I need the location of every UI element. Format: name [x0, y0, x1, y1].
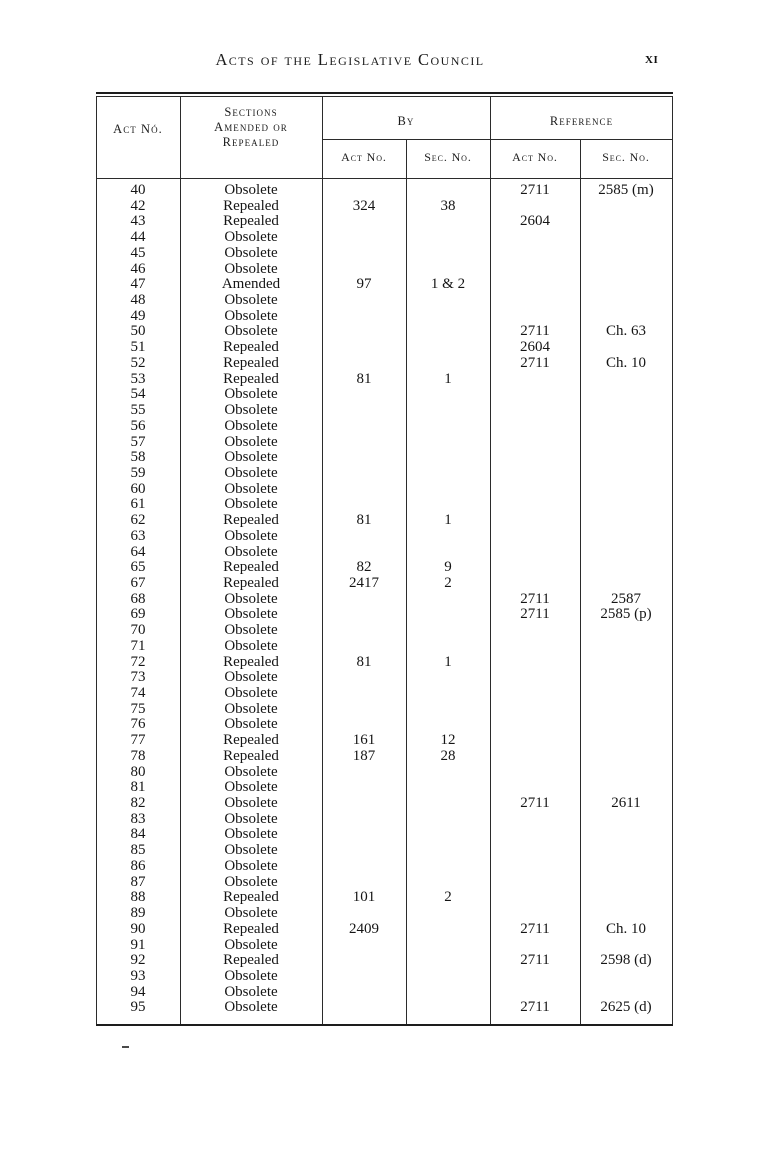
cell-act-no: 89	[130, 905, 146, 922]
cell-by-sec-no: 1	[444, 370, 452, 387]
cell-act-no: 74	[130, 685, 146, 701]
cell-ref-act-no: 2711	[520, 795, 550, 812]
table-top-rule-inner	[96, 96, 673, 97]
cell-act-no: 81	[130, 779, 146, 796]
cell-sections: Obsolete	[224, 433, 278, 450]
table-row	[96, 372, 673, 388]
cell-act-no: 62	[130, 512, 146, 529]
cell-sections: Obsolete	[224, 983, 278, 1000]
table-row	[96, 435, 673, 451]
table-row	[96, 466, 673, 482]
cell-by-act-no: 81	[356, 370, 372, 387]
cell-sections: Repealed	[223, 197, 279, 214]
cell-sections: Obsolete	[224, 244, 278, 261]
cell-sections: Repealed	[223, 559, 279, 576]
cell-sections: Repealed	[223, 653, 279, 670]
cell-sections: Repealed	[223, 354, 279, 371]
cell-act-no: 69	[130, 606, 146, 623]
column-header-sections-line2: Amended or	[214, 120, 288, 134]
table-row	[96, 843, 673, 859]
cell-sections: Repealed	[223, 747, 279, 764]
table-row	[96, 497, 673, 513]
cell-by-sec-no: 2	[444, 889, 452, 906]
cell-act-no: 64	[130, 543, 146, 560]
table-row	[96, 560, 673, 576]
cell-act-no: 87	[130, 873, 146, 890]
cell-act-no: 72	[130, 653, 146, 670]
cell-act-no: 44	[130, 229, 146, 246]
cell-ref-sec-no: Ch. 10	[605, 354, 646, 371]
cell-sections: Obsolete	[224, 480, 278, 497]
cell-act-no: 53	[130, 370, 146, 387]
reference-group-rule	[490, 139, 673, 140]
cell-sections: Repealed	[223, 213, 279, 230]
cell-sections: Obsolete	[224, 857, 278, 874]
cell-sections: Obsolete	[224, 685, 278, 701]
cell-act-no: 75	[130, 700, 146, 717]
cell-act-no: 78	[130, 747, 146, 764]
table-row	[96, 607, 673, 623]
cell-sections: Obsolete	[224, 905, 278, 922]
cell-by-act-no: 187	[352, 747, 376, 764]
table-row	[96, 859, 673, 875]
cell-by-act-no: 324	[352, 197, 376, 214]
table-row	[96, 356, 673, 372]
cell-sections: Repealed	[223, 574, 279, 591]
table-row	[96, 639, 673, 655]
cell-by-sec-no: 1 & 2	[430, 276, 466, 293]
cell-by-sec-no: 2	[444, 574, 452, 591]
table-row	[96, 812, 673, 828]
cell-sections: Repealed	[223, 732, 279, 749]
cell-ref-act-no: 2604	[520, 213, 550, 230]
cell-act-no: 59	[130, 464, 146, 481]
cell-act-no: 55	[130, 402, 146, 419]
cell-ref-sec-no: 2611	[611, 795, 641, 812]
cell-act-no: 48	[130, 292, 146, 309]
cell-ref-sec-no: 2585 (p)	[600, 606, 652, 623]
table-row	[96, 922, 673, 938]
cell-act-no: 67	[130, 574, 146, 591]
cell-sections: Obsolete	[224, 700, 278, 717]
cell-ref-act-no: 2711	[520, 952, 550, 969]
cell-by-sec-no: 28	[440, 747, 456, 764]
cell-sections: Obsolete	[224, 826, 278, 843]
cell-sections: Obsolete	[224, 810, 278, 827]
table-row	[96, 875, 673, 891]
cell-act-no: 94	[130, 983, 146, 1000]
cell-act-no: 68	[130, 590, 146, 607]
cell-act-no: 60	[130, 480, 146, 497]
table-row	[96, 387, 673, 403]
cell-sections: Obsolete	[224, 795, 278, 812]
acts-amendment-table	[96, 92, 673, 1036]
cell-by-act-no: 2409	[349, 920, 379, 937]
page-title: Acts of the Legislative Council	[215, 50, 485, 69]
cell-act-no: 45	[130, 244, 146, 261]
cell-ref-sec-no: 2598 (d)	[600, 952, 652, 969]
table-row	[96, 953, 673, 969]
cell-by-act-no: 81	[356, 512, 372, 529]
cell-act-no: 40	[130, 182, 146, 198]
table-row	[96, 309, 673, 325]
cell-act-no: 90	[130, 920, 146, 937]
cell-sections: Obsolete	[224, 307, 278, 324]
table-row	[96, 702, 673, 718]
column-group-header-reference: Reference	[549, 114, 614, 128]
table-row	[96, 214, 673, 230]
cell-sections: Obsolete	[224, 386, 278, 403]
table-row	[96, 938, 673, 954]
cell-sections: Obsolete	[224, 182, 278, 198]
cell-act-no: 47	[130, 276, 146, 293]
cell-act-no: 93	[130, 967, 146, 984]
table-row	[96, 576, 673, 592]
table-row	[96, 796, 673, 812]
table-row	[96, 262, 673, 278]
cell-act-no: 65	[130, 559, 146, 576]
cell-act-no: 58	[130, 449, 146, 466]
column-header-sections-line3: Repealed	[222, 135, 280, 149]
cell-sections: Obsolete	[224, 527, 278, 544]
table-row	[96, 340, 673, 356]
table-row	[96, 592, 673, 608]
cell-act-no: 95	[130, 999, 146, 1016]
table-row	[96, 969, 673, 985]
table-row	[96, 419, 673, 435]
cell-by-sec-no: 12	[440, 732, 456, 749]
table-row	[96, 765, 673, 781]
cell-sections: Obsolete	[224, 402, 278, 419]
cell-act-no: 43	[130, 213, 146, 230]
table-row	[96, 1000, 673, 1016]
cell-by-act-no: 97	[356, 276, 372, 293]
cell-act-no: 70	[130, 622, 146, 639]
cell-sections: Obsolete	[224, 967, 278, 984]
cell-ref-sec-no: 2587	[611, 590, 641, 607]
cell-act-no: 91	[130, 936, 146, 953]
table-row	[96, 246, 673, 262]
cell-sections: Repealed	[223, 920, 279, 937]
cell-act-no: 82	[130, 795, 146, 812]
cell-sections: Obsolete	[224, 842, 278, 859]
cell-act-no: 49	[130, 307, 146, 324]
cell-sections: Obsolete	[224, 637, 278, 654]
cell-by-sec-no: 1	[444, 512, 452, 529]
column-header-by-sec-no: Sec. No.	[424, 150, 472, 164]
cell-by-act-no: 82	[356, 559, 372, 576]
cell-sections: Obsolete	[224, 496, 278, 513]
cell-sections: Obsolete	[224, 292, 278, 309]
table-row	[96, 230, 673, 246]
cell-act-no: 50	[130, 323, 146, 340]
cell-sections: Obsolete	[224, 873, 278, 890]
cell-act-no: 86	[130, 857, 146, 874]
cell-by-sec-no: 1	[444, 653, 452, 670]
cell-act-no: 92	[130, 952, 146, 969]
table-row	[96, 324, 673, 340]
column-group-header-by: By	[397, 114, 415, 128]
table-top-rule-outer	[96, 92, 673, 94]
cell-ref-act-no: 2711	[520, 182, 550, 198]
cell-act-no: 71	[130, 637, 146, 654]
running-head	[0, 50, 764, 74]
cell-act-no: 63	[130, 527, 146, 544]
cell-act-no: 88	[130, 889, 146, 906]
column-header-act-no: Act Nó.	[113, 122, 163, 136]
table-row	[96, 183, 673, 199]
table-row	[96, 450, 673, 466]
cell-sections: Obsolete	[224, 449, 278, 466]
cell-sections: Obsolete	[224, 464, 278, 481]
column-header-sections-line1: Sections	[224, 105, 278, 119]
cell-ref-sec-no: 2585 (m)	[598, 182, 654, 198]
cell-by-sec-no: 9	[444, 559, 452, 576]
cell-sections: Obsolete	[224, 606, 278, 623]
cell-act-no: 52	[130, 354, 146, 371]
table-row	[96, 890, 673, 906]
cell-act-no: 56	[130, 417, 146, 434]
table-row	[96, 717, 673, 733]
cell-by-act-no: 101	[352, 889, 376, 906]
table-row	[96, 827, 673, 843]
cell-sections: Obsolete	[224, 763, 278, 780]
table-row	[96, 482, 673, 498]
cell-sections: Repealed	[223, 512, 279, 529]
subheader-rule	[96, 178, 673, 179]
cell-sections: Obsolete	[224, 417, 278, 434]
table-row	[96, 293, 673, 309]
column-header-ref-act-no: Act No.	[512, 150, 558, 164]
column-header-sections	[180, 105, 322, 150]
cell-sections: Obsolete	[224, 323, 278, 340]
cell-sections: Obsolete	[224, 779, 278, 796]
cell-act-no: 51	[130, 339, 146, 356]
cell-act-no: 84	[130, 826, 146, 843]
cell-sections: Repealed	[223, 370, 279, 387]
cell-act-no: 54	[130, 386, 146, 403]
table-bottom-rule	[96, 1024, 673, 1026]
table-body	[96, 183, 673, 1016]
cell-act-no: 76	[130, 716, 146, 733]
table-row	[96, 670, 673, 686]
cell-sections: Repealed	[223, 889, 279, 906]
cell-ref-act-no: 2711	[520, 323, 550, 340]
cell-ref-act-no: 2711	[520, 999, 550, 1016]
cell-act-no: 57	[130, 433, 146, 450]
cell-by-sec-no: 38	[440, 197, 456, 214]
cell-act-no: 42	[130, 197, 146, 214]
cell-ref-sec-no: Ch. 63	[605, 323, 646, 340]
cell-act-no: 85	[130, 842, 146, 859]
cell-act-no: 83	[130, 810, 146, 827]
cell-by-act-no: 81	[356, 653, 372, 670]
folio-number: xi	[645, 51, 659, 67]
print-artifact-mark	[122, 1046, 129, 1048]
cell-sections: Obsolete	[224, 622, 278, 639]
cell-ref-act-no: 2604	[520, 339, 550, 356]
cell-act-no: 73	[130, 669, 146, 686]
table-row	[96, 513, 673, 529]
cell-act-no: 46	[130, 260, 146, 277]
table-row	[96, 655, 673, 671]
cell-by-act-no: 161	[352, 732, 376, 749]
cell-ref-act-no: 2711	[520, 920, 550, 937]
table-row	[96, 906, 673, 922]
cell-sections: Amended	[221, 276, 281, 293]
table-row	[96, 733, 673, 749]
table-row	[96, 780, 673, 796]
cell-ref-act-no: 2711	[520, 354, 550, 371]
table-row	[96, 199, 673, 215]
cell-act-no: 61	[130, 496, 146, 513]
cell-ref-sec-no: 2625 (d)	[600, 999, 652, 1016]
cell-ref-act-no: 2711	[520, 590, 550, 607]
table-row	[96, 686, 673, 702]
table-row	[96, 623, 673, 639]
cell-act-no: 77	[130, 732, 146, 749]
table-row	[96, 529, 673, 545]
cell-sections: Repealed	[223, 339, 279, 356]
cell-sections: Obsolete	[224, 999, 278, 1016]
cell-act-no: 80	[130, 763, 146, 780]
table-row	[96, 749, 673, 765]
cell-sections: Obsolete	[224, 716, 278, 733]
cell-by-act-no: 2417	[349, 574, 379, 591]
table-row	[96, 545, 673, 561]
table-row	[96, 403, 673, 419]
cell-sections: Obsolete	[224, 936, 278, 953]
cell-ref-sec-no: Ch. 10	[605, 920, 646, 937]
column-header-ref-sec-no: Sec. No.	[602, 150, 650, 164]
cell-ref-act-no: 2711	[520, 606, 550, 623]
cell-sections: Obsolete	[224, 669, 278, 686]
cell-sections: Repealed	[223, 952, 279, 969]
cell-sections: Obsolete	[224, 229, 278, 246]
cell-sections: Obsolete	[224, 543, 278, 560]
cell-sections: Obsolete	[224, 260, 278, 277]
table-row	[96, 277, 673, 293]
column-header-by-act-no: Act No.	[341, 150, 387, 164]
table-row	[96, 985, 673, 1001]
cell-sections: Obsolete	[224, 590, 278, 607]
